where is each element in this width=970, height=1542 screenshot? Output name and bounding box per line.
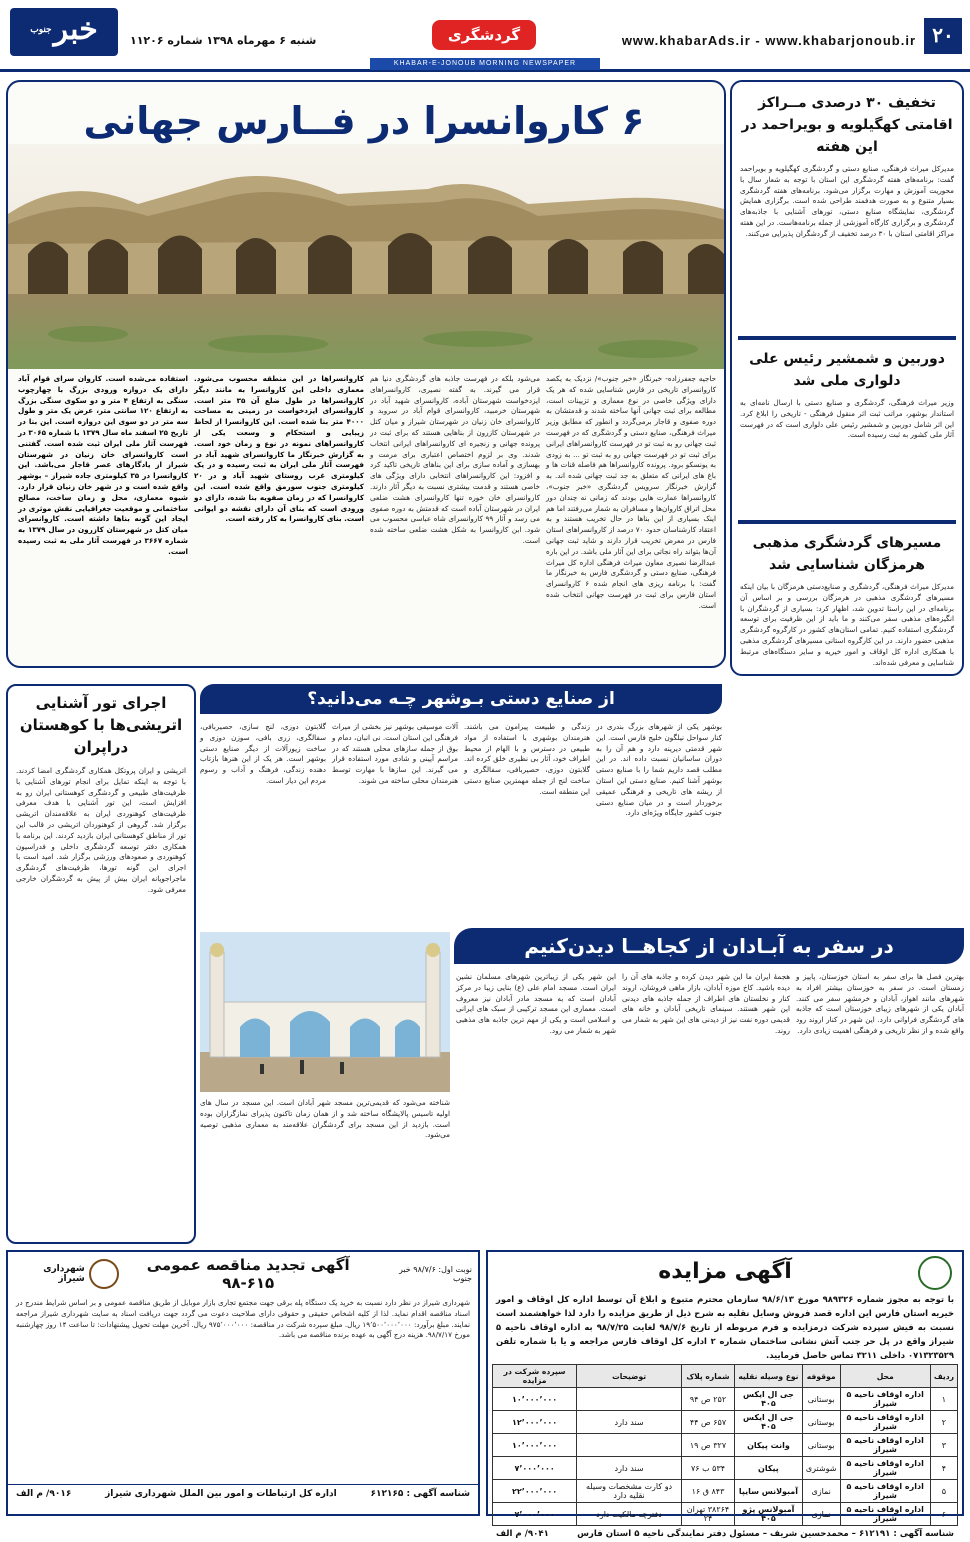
table-cell: ۷٬۰۰۰٬۰۰۰ (493, 1457, 577, 1480)
table-cell: ۱۰٬۰۰۰٬۰۰۰ (493, 1434, 577, 1457)
abadan-column-4: شناخته می‌شود که قدیمی‌ترین مسجد شهر آبادان است. این مسجد در سال های اولیه تاسیس پالایشگاه ساخته شد و از همان زمان تاکنون پذیرای نمازگزاران بوده است. بازدید از این مسجد برای گردشگران علاقه‌مند به معماری مذهبی توصیه می‌شود. (200, 1098, 450, 1140)
handicrafts-column-4: گلابتون دوزی، لنج سازی، حصیربافی، سفالگری، زری بافی، سوزن دوزی و ساخت زیورآلات از دیگر صنایع دستی بوشهر است. هر یک از این هنرها بازتاب دهنده زندگی، فرهنگ و آداب و رسوم مردم این دیار است. (200, 722, 326, 785)
table-cell: نمازی (802, 1480, 840, 1503)
section-label: گردشگری (432, 20, 536, 50)
caravanserai-photo (8, 144, 724, 369)
feature-column-3: کاروانسراها در این منطقه محسوب می‌شود. معماری داخلی این کاروانسرا به مانند دیگر کاروانسراها در طول ضلع آن ۳۵ متر است. کاروانسرای ایزدخواست در زمینی به مساحت ۴۰۰۰ متر بنا شده است. این کاروانسرا از لحاظ زیبایی و استحکام و وسعت یکی از کاروانسراهای نمونه در نوع و زمان خود است. به گزارش خبرنگار ما کاروانسرای شهید آباد در فهرست آثار ملی ایران به ثبت رسیده و در یک کیلومتری غرب روستای شهید آباد و در ۲۰ کیلومتری جنوب سورمق واقع شده است. این کاروانسرا که در زمان صفویه بنا شده، دارای دو ورودی است که بنای آن دارای نقشه دو ایوانی است. بنای کاروانسرا به کار رفته است. (194, 374, 364, 524)
table-cell: ۳ (930, 1434, 957, 1457)
tender-ad-code: ۹۰۱۶/ م الف (16, 1489, 72, 1499)
masthead-english: KHABAR-E-JONOUB MORNING NEWSPAPER (370, 58, 600, 70)
table-cell: اداره اوقاف ناحیه ۵ شیراز (840, 1503, 930, 1526)
col-notes: توضیحات (577, 1365, 682, 1388)
table-cell: ۱۰٬۰۰۰٬۰۰۰ (493, 1388, 577, 1411)
table-cell: ۵۳۴ ب ۷۶ (681, 1457, 734, 1480)
table-cell: ۳۲۷ ص ۱۹ (681, 1434, 734, 1457)
sidebar-body-1: مدیرکل میراث فرهنگی، صنایع دستی و گردشگری کهگیلویه و بویراحمد گفت: برنامه‌های هفته گردشگری این استان با توجه به شعار سال با محوریت آموزش و مهارت برگزار می‌شود. برنامه‌های هفته گردشگری بسیار متنوع و به صورت هدفمند طراحی شده است. برگزاری همایش گردشگری، نمایشگاه صنایع دستی، تورهای آشنایی با جاذبه‌های گردشگری و برگزاری کارگاه آموزشی از جمله برنامه‌هاست. در این هفته مراکز اقامتی استان با ۳۰ درصد تخفیف از گردشگران پذیرایی می‌کنند. (740, 164, 954, 238)
table-cell: اداره اوقاف ناحیه ۵ شیراز (840, 1388, 930, 1411)
news-sidebar (730, 80, 964, 676)
abadan-column-3: این شهر یکی از زیباترین شهرهای مسلمان نشین ایران است. مسجد امام علی (ع) بنایی زیبا در مرکز آبادان است که به مسجد مادر آبادان نیز معروف است. معماری این مسجد ترکیبی از سبک های ایرانی و اسلامی است و یکی از مهم ترین جاذبه های مذهبی شهر به شمار می رود. (456, 972, 616, 1035)
table-cell (577, 1434, 682, 1457)
issue-info: شنبه ۶ مهرماه ۱۳۹۸ شماره ۱۱۲۰۶ (130, 34, 317, 47)
table-cell: سند دارد (577, 1411, 682, 1434)
table-cell: نمازی (802, 1503, 840, 1526)
table-cell: آمبولانس پژو ۴۰۵ (735, 1503, 803, 1526)
tourism-body: اتریشی و ایران پروتکل همکاری گردشگری امضا کردند. با توجه به اینکه تمایل برای انجام تورهای آشنایی با ظرفیت‌های طبیعی و گردشگری کوهستانی ایران رو به افزایش است، این تور آشنایی با هدف معرفی ظرفیت‌های کوهنوردی ایران به علاقه‌مندان اتریشی برگزار شد. گروهی از کوهنوردان اتریشی در قالب این تور از مناطق کوهستانی ایران بازدید کردند. این برنامه با همکاری دفتر توسعه گردشگری داخلی و فدراسیون کوهنوردی و صعودهای ورزشی برگزار شد. امید است با اجرای این گونه تورها، ظرفیت‌های گردشگری ماجراجویانه ایران بیش از پیش به گردشگران خارجی معرفی شود. (16, 766, 186, 894)
table-cell: ۵ (930, 1480, 957, 1503)
sidebar-divider (738, 336, 956, 340)
logo-subtext: جنوب (30, 25, 52, 35)
table-cell: جی ال ایکس ۴۰۵ (735, 1388, 803, 1411)
table-cell: سند دارد (577, 1457, 682, 1480)
tender-org: شهرداری شیراز (43, 1264, 85, 1284)
tourism-title: اجرای تور آشنایی اتریشی‌ها با کوهستان دراپران (19, 694, 183, 756)
table-cell: ۴ (930, 1457, 957, 1480)
table-cell: بوستانی (802, 1388, 840, 1411)
sidebar-title-1: تخفیف ۳۰ درصدی مــراکز اقامتی کهگیلویه و بویراحمد در این هفته (741, 95, 953, 155)
auction-table (492, 1364, 958, 1526)
table-cell: ۲ (930, 1411, 957, 1434)
feature-column-1: حاجیه جعفرزاده- خبرنگار «خبر جنوب»/ نزدیک به یکصد کاروانسرای تاریخی در فارس شناسایی شده که هر یک دارای ویژگی خاصی در نوع معماری و تزیینات است، مطالعه برای ثبت جهانی آنها ساخته شدند و قدمتشان به دوره صفوی و قاجار برمی‌گردد و انطور که مطابق وزیر میراث فرهنگی، صنایع دستی و گردشگری که در فهرست ثبت جهانی رو به ثبت تو در فهرست کاروانسراهای ایرانی برای ثبت تو در فهرست جهانی رو به ثبت تو ... به زودی به یونسکو برود. پرونده کاروانسراها هم فاصله قنات ها و باغ های ایرانی که متعلق به جد ثبت جهانی شده اند. به گزارش خبرنگار سرویس گردشگری «خبر جنوب»، کاروانسراها عمارت هایی بودند که زمانی نه چندان دور محل اتراق کاروان‌ها و مسافران به شمار می‌رفتند اما هم اینک بسیاری از این بناها در حال تخریب هستند و به اعتقاد کارشناسان حدود ۷۰ درصد از کاروانسراهای استان فارس در معرض تخریب قرار دارند و شاید ثبت جهانی آن‌ها بتواند راه نجاتی برای این آثار ملی باشد. در این باره عبدالرضا نصیری معاون میراث فرهنگی اداره کل میراث فرهنگی، صنایع دستی و گردشگری فارس به خبرنگار ما گفت: با برنامه ریزی های انجام شده ۶ کاروانسرای استان فارس برای ثبت در فهرست جهانی انتخاب شده است. (546, 374, 716, 610)
table-row (493, 1388, 958, 1411)
abadan-column-1: بهترین فصل ها برای سفر به استان خوزستان، پاییز و زمستان است. در سفر به خوزستان بیشتر افراد به شهرهای مانند اهواز، آبادان و خرمشهر سفر می کنند. آبادان یکی از شهرهای زیبای خوزستان است که جاذبه های گردشگری فراوانی دارد. این شهر در کنار اروند رود واقع شده و از نظر تاریخی و فرهنگی اهمیت زیادی دارد. (796, 972, 964, 1035)
col-location: محل (840, 1365, 930, 1388)
newspaper-logo (10, 8, 118, 56)
table-row (493, 1457, 958, 1480)
website-url[interactable]: www.khabarAds.ir - www.khabarjonoub.ir (621, 33, 916, 48)
auction-footer: شناسه آگهی : ۶۱۲۱۹۱ – محمدحسین شریف – مسئول دفتر نمایندگی ناحیه ۵ استان فارس (577, 1529, 954, 1539)
tender-footer-org: اداره کل ارتباطات و امور بین الملل شهرداری شیراز (105, 1489, 337, 1499)
table-cell: اداره اوقاف ناحیه ۵ شیراز (840, 1457, 930, 1480)
feature-column-4: استفاده می‌شده است. کاروان سرای قوام آباد دارای یک دروازه ورودی بزرگ با چهارچوب سنگی به ارتفاع ۴ متر و دو سکوی سنگی بزرگ به ارتفاع ۱۲۰ سانتی متر، عرض یک متر و طول سه متر در دو سوی این دروازه است. این بنا در تاریخ ۲۵ اسفند ماه سال ۱۳۷۹ با شماره ۳۰۶۵ در فهرست آثار ملی ایران ثبت شده است. گفتنی است کاروانسرای خان زنیان در شهرستان شیراز از یادگارهای عصر قاجار می‌باشد. این کاروانسرا در ۳۵ کیلومتری جاده شیراز – بوشهر واقع شده است و در شهر خان زنیان قرار دارد. شیوه معماری، محل و زمان ساخت، مصالح ساختمانی و موقعیت جغرافیایی نقش موثری در ایجاد این گونه بناها داشته است. کاروانسرای میان کتل در شهرستان کازرون در سال ۱۳۷۹ به شماره ۳۶۶۷ در فهرست آثار ملی به ثبت رسیده است. (18, 374, 189, 556)
table-cell: اداره اوقاف ناحیه ۵ شیراز (840, 1434, 930, 1457)
table-cell: ۲۲٬۰۰۰٬۰۰۰ (493, 1480, 577, 1503)
table-cell: ۷٬۰۰۰٬۰۰۰ (493, 1503, 577, 1526)
abadan-article (200, 928, 964, 1244)
feature-column-2: می‌شود بلکه در فهرست جاذبه های گردشگری دنیا هم قرار می گیرند. به گفته نصیری، کاروانسراهای ایزدخواست شهرستان آباده، کاروانسرای شهید آباد در شهرستان خرمبید، کاروانسرای قوام آباد در سروبد و کاروانسرای خان زنیان در شهرستان شیراز و میان کتل در شهرستان کازرون از بناهایی هستند که برای ثبت در پرونده جهانی و زنجیره ای کاروانسراهای ایرانی انتخاب شدند. وی بر لزوم اختصاص اعتباری برای مرمت و بهسازی و آماده سازی برای این بناهای تاریخی تاکید کرد و افزود: این کاروانسراهای انتخابی دارای ویژگی های خاصی هستند و قدمت بیشتری نسبت به دیگر آثار دارند. کاروانسرای خان خوره تنها کاروانسرای هشت ضلعی ایران در شهرستان آباده است که قدمتش به دوره صفوی می رسد و آثار ۹۹ کاروانسرای شاه عباسی محسوب می شود. ابن کاروانسرا به شکل هشت ضلعی ساخته شده است. (370, 374, 540, 545)
table-cell: ۱ (930, 1388, 957, 1411)
page-number: ۲۰ (924, 18, 962, 54)
table-cell: ۸۴۳ ق ۱۶ (681, 1480, 734, 1503)
table-cell: ۶ (930, 1503, 957, 1526)
auction-ad-code: ۹۰۴۱/ م الف (496, 1529, 549, 1539)
handicrafts-column-3: آلات موسیقی بوشهر نیز بخشی از میراث فرهنگی این استان است. نی انبان، دمام و بوق از جمله سازهای محلی هستند که در مراسم آیینی و شادی مورد استفاده قرار می گیرند. این سازها با مهارت توسط هنرمندان محلی ساخته می شوند. (332, 722, 458, 785)
table-cell: وانت پیکان (735, 1434, 803, 1457)
auction-ad (486, 1250, 964, 1539)
table-cell: آمبولانس سایپا (735, 1480, 803, 1503)
table-cell: دو کارت مشخصات وسیله نقلیه دارد (577, 1480, 682, 1503)
table-cell: دفترچه مالکیت دارد (577, 1503, 682, 1526)
table-cell: شوشتری (802, 1457, 840, 1480)
sidebar-title-2: دوربین و شمشیر رئیس علی دلواری ملی شد (749, 351, 945, 389)
table-cell: پیکان (735, 1457, 803, 1480)
main-article-title: ۶ کاروانسرا در فــارس جهانی (83, 99, 645, 143)
page-header (0, 0, 970, 72)
tender-ad-id: شناسه آگهی : ۶۱۲۱۶۵ (370, 1489, 470, 1499)
col-deposit: سپرده شرکت در مزایده (493, 1365, 577, 1388)
table-cell: اداره اوقاف ناحیه ۵ شیراز (840, 1411, 930, 1434)
table-cell: بوستانی (802, 1411, 840, 1434)
table-cell: ۳۸۲۶۴ تهران ۲۴ (681, 1503, 734, 1526)
logo-text: خبر (53, 12, 98, 47)
table-row (493, 1480, 958, 1503)
table-cell: جی ال ایکس ۴۰۵ (735, 1411, 803, 1434)
table-row (493, 1434, 958, 1457)
tender-title: آگهی تجدید مناقصه عمومی ۶۱۵-۹۸ (146, 1256, 350, 1292)
col-plate: شماره پلاک (681, 1365, 734, 1388)
col-endowment: موقوفه (802, 1365, 840, 1388)
table-row (493, 1411, 958, 1434)
table-cell: ۱۲٬۰۰۰٬۰۰۰ (493, 1411, 577, 1434)
col-row: ردیف (930, 1365, 957, 1388)
table-cell: ۲۵۲ ص ۹۴ (681, 1388, 734, 1411)
table-cell (577, 1388, 682, 1411)
table-cell: اداره اوقاف ناحیه ۵ شیراز (840, 1480, 930, 1503)
sidebar-body-3: مدیرکل میراث فرهنگی، گردشگری و صنایع‌دستی هرمزگان با بیان اینکه مسیرهای گردشگری مذهبی در هرمزگان بررسی و بر اساس آن برنامه‌ای در این راستا تدوین شد، اظهار کرد: بسیاری از گردشگران با انگیزه‌های مذهبی سفر می‌کنند و ما باید از این ظرفیت برای توسعه گردشگری استفاده کنیم. تمامی استان‌های کشور در کارگروه گردشگری مذهبی حضور دارند. در این کارگروه استانی مسیرهای گردشگری مذهبی با همکاری اداره کل اوقاف و امور خیریه و سایر دستگاه‌های مرتبط شناسایی و معرفی شده‌اند. (740, 582, 954, 667)
endowment-seal-icon (918, 1256, 952, 1290)
table-row (493, 1503, 958, 1526)
sidebar-body-2: وزیر میراث فرهنگی، گردشگری و صنایع دستی با ارسال نامه‌ای به استاندار بوشهر، مراتب ثبت اثر منقول فرهنگی - تاریخی را ابلاغ کرد. این اثر شامل دوربین و شمشیر رئیس علی دلواری است که در فهرست آثار ملی کشور به ثبت رسیده است. (740, 398, 954, 440)
sidebar-title-3: مسیرهای گردشگری مذهبی هرمزگان شناسایی شد (752, 535, 942, 573)
sidebar-divider (738, 520, 956, 524)
auction-intro: با توجه به مجوز شماره ۹۸۹۳۲۶ مورخ ۹۸/۶/۱۳ سازمان محترم متبوع و ابلاغ آن توسط اداره کل اوقاف و امور خیریه استان فارس این اداره قصد فروش وسایل نقلیه به شرح ذیل از طریق مزایده را دارد لذا خواهشمند است نسبت به فیش سپرده شرکت درمزایده و فرم مربوطه از تاریخ ۹۸/۷/۶ لغایت ۹۸/۷/۲۵ به اداره اوقاف ناحیه ۵ شیراز واقع در پل حر جنب آتش نشانی ساختمان شماره ۲ اداره کل اوقاف فارس مراجعه و یا با شماره تلفن ۰۷۱۳۲۳۵۲۹ داخلی ۳۲۱۱ تماس حاصل فرمایید. (496, 1294, 955, 1360)
tender-ad (6, 1250, 480, 1516)
tender-date: نوبت اول: ۹۸/۷/۶ خبر جنوب (398, 1265, 472, 1283)
tender-body: شهرداری شیراز در نظر دارد نسبت به خرید یک دستگاه پله برقی جهت مجتمع تجاری بازار موبایل از طریق مناقصه عمومی و بر اساس شرایط مندرج در اسناد مناقصه اقدام نماید. لذا از کلیه اشخاص حقیقی و حقوقی دارای صلاحیت دعوت می گردد جهت دریافت اسناد به سایت شهرداری شیراز مراجعه نمایند. مبلغ برآورد: ۱۹٬۵۰۰٬۰۰۰٬۰۰۰ ریال. مبلغ سپرده شرکت در مناقصه: ۹۷۵٬۰۰۰٬۰۰۰ ریال. آخرین مهلت تحویل پیشنهادات: تا ساعت ۱۴ روز چهارشنبه مورخ ۹۸/۷/۱۷. هزینه درج آگهی به عهده برنده مناقصه می باشد. (16, 1298, 470, 1340)
mosque-photo (200, 932, 450, 1092)
abadan-title: در سفر به آبـادان از کجاهــا دیدن‌کنیم (454, 928, 964, 964)
table-cell: بوستانی (802, 1434, 840, 1457)
tourism-article (6, 684, 196, 1244)
auction-table-header (493, 1365, 958, 1388)
handicrafts-column-2: زندگی و طبیعت پیرامون می باشند. هنرمندان بوشهری با استفاده از مواد طبیعی در دسترس و با الهام از محیط اطراف خود، آثار بی نظیری خلق کرده اند. گلابتون دوزی، حصیربافی، سفالگری و ساخت لنج از جمله مهمترین صنایع دستی این منطقه است. (464, 722, 590, 796)
table-cell: ۶۵۷ ص ۴۴ (681, 1411, 734, 1434)
abadan-column-2: هجمهٔ ایران ما این شهر دیدن کرده و جاذبه های آن را دیده باشید. کاخ موزه آبادان، بازار ماهی فروشان، اروند کنار و نخلستان های اطراف از جمله جاذبه های دیدنی این شهر هستند. سینمای تاریخی آبادان و خانه های قدیمی دوره نفت نیز از دیدنی های این شهر به شمار می روند. (622, 972, 790, 1035)
auction-title: آگهی مزایده (658, 1259, 792, 1284)
col-vehicle: نوع وسیله نقلیه (735, 1365, 803, 1388)
handicrafts-title: از صنایع دستی بـوشهر چـه می‌دانید؟ (200, 684, 722, 714)
municipality-seal-icon (89, 1259, 119, 1289)
handicrafts-column-1: بوشهر یکی از شهرهای بزرگ بندری در کنار سواحل نیلگون خلیج فارس است. این شهر قدمتی دیرینه دارد و هم آن را به دوران ساسانیان نسبت داده اند. در این مطلب قصد داریم شما را با صنایع دستی بوشهر آشنا کنیم. صنایع دستی این استان از ریشه های تاریخی و فرهنگی عمیقی برخوردار است و در میان صنایع دستی جنوب کشور جایگاه ویژه‌ای دارد. (596, 722, 722, 818)
handicrafts-article (200, 684, 722, 938)
main-article (6, 80, 726, 668)
